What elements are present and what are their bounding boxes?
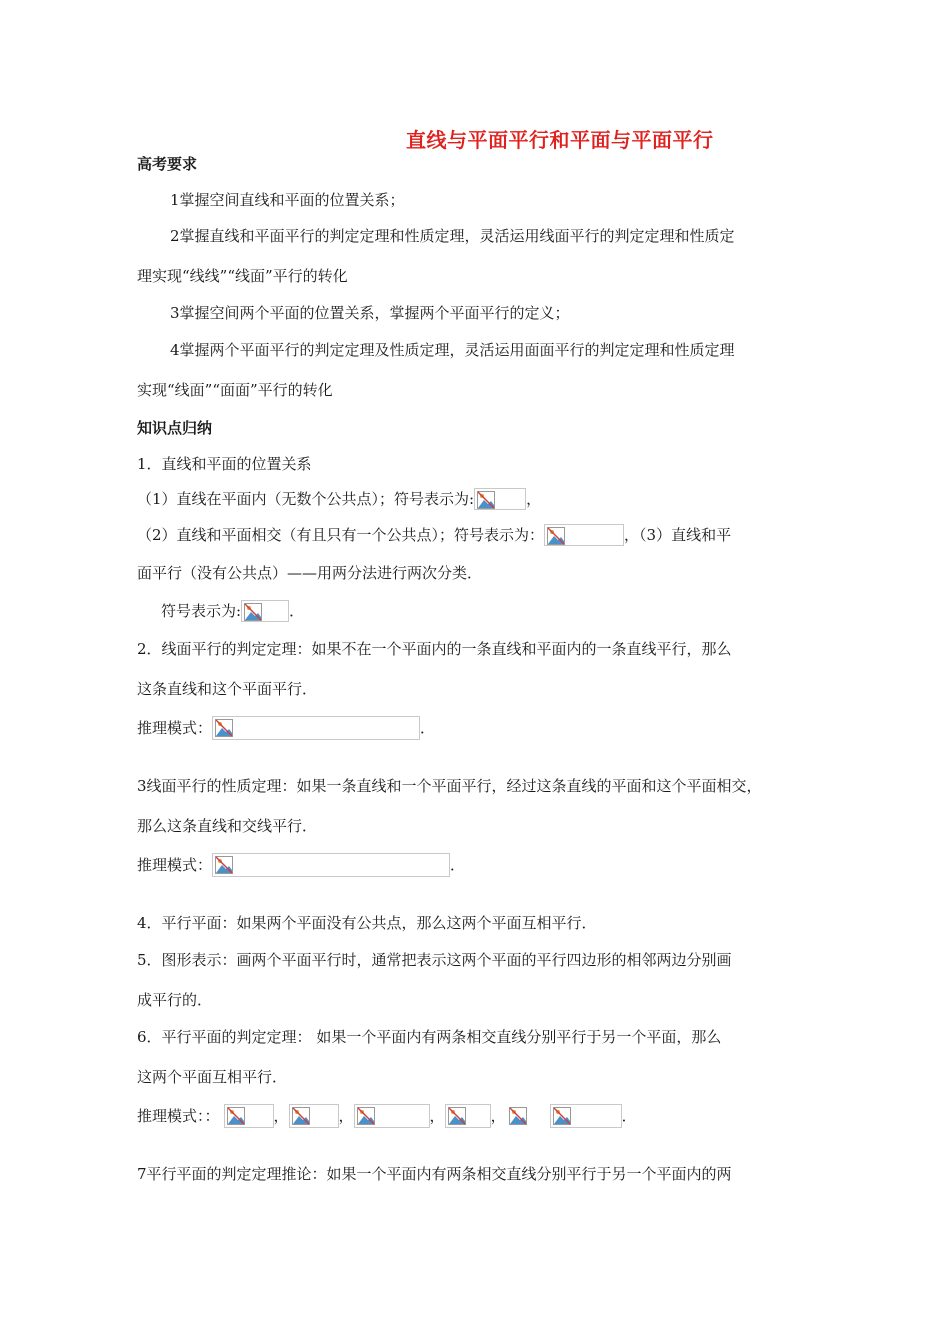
point-6-reasoning: [137, 1104, 637, 1128]
point-5-line-2: 成平行的．: [137, 991, 213, 1009]
requirement-4-line-2: 实现“线面”“面面”平行的转化: [137, 381, 333, 399]
punct: ，: [490, 1107, 506, 1125]
point-1-1-line: [137, 488, 541, 510]
broken-image-icon: [244, 603, 262, 621]
broken-image-icon: [227, 1107, 245, 1125]
punct: ．: [420, 719, 436, 737]
point-5-line-1: 5．图形表示：画两个平面平行时，通常把表示这两个平面的平行四边形的相邻两边分别画: [137, 951, 732, 969]
formula-image: [445, 1104, 491, 1128]
formula-image: [550, 1104, 622, 1128]
point-6-line-2: 这两个平面互相平行．: [137, 1068, 288, 1086]
reasoning-label: 推理模式：: [137, 856, 213, 874]
point-3-line-2: 那么这条直线和交线平行．: [137, 817, 318, 835]
broken-image-icon: [509, 1107, 527, 1125]
formula-image: [474, 488, 526, 510]
punct: ．: [289, 602, 305, 620]
punct: ．: [621, 1107, 637, 1125]
broken-image-icon: [477, 491, 495, 509]
point-2-reasoning: [137, 716, 435, 740]
punct: ，: [429, 1107, 445, 1125]
broken-image-icon: [292, 1107, 310, 1125]
broken-image-icon: [357, 1107, 375, 1125]
point-6-line-1: 6．平行平面的判定定理： 如果一个平面内有两条相交直线分别平行于另一个平面，那么: [137, 1028, 722, 1046]
requirement-1: 1掌握空间直线和平面的位置关系；: [170, 191, 405, 209]
point-1-1-text: （1）直线在平面内（无数个公共点）；符号表示为:: [137, 490, 475, 508]
broken-image-icon: [448, 1107, 466, 1125]
section-heading-requirements: 高考要求: [137, 155, 198, 173]
reasoning-label: 推理模式：: [137, 719, 213, 737]
document-title: 直线与平面平行和平面与平面平行: [406, 128, 714, 152]
point-3-reasoning: [137, 853, 465, 877]
broken-image-icon: [553, 1107, 571, 1125]
reasoning-label: 推理模式：：: [137, 1107, 220, 1125]
point-3-line-1: 3线面平行的性质定理：如果一条直线和一个平面平行，经过这条直线的平面和这个平面相交，: [137, 777, 762, 795]
point-1-2-mid: ，（3）直线和平: [624, 526, 732, 544]
formula-image: [241, 600, 289, 622]
formula-image: [212, 853, 450, 877]
point-1-2-line: [137, 524, 731, 546]
point-7-line-1: 7平行平面的判定定理推论：如果一个平面内有两条相交直线分别平行于另一个平面内的两: [137, 1165, 732, 1183]
punct: ，: [526, 490, 542, 508]
formula-image: [354, 1104, 430, 1128]
requirement-4-line-1: 4掌握两个平面平行的判定定理及性质定理，灵活运用面面平行的判定定理和性质定理: [170, 341, 735, 359]
point-1: 1．直线和平面的位置关系: [137, 455, 312, 473]
formula-image: [289, 1104, 339, 1128]
formula-image: [506, 1104, 550, 1128]
point-1-2-text: （2）直线和平面相交（有且只有一个公共点）；符号表示为：: [137, 526, 545, 544]
point-1-3: 面平行（没有公共点）——用两分法进行两次分类．: [137, 564, 483, 582]
broken-image-icon: [547, 527, 565, 545]
point-1-3b-line: [161, 600, 304, 622]
punct: ，: [338, 1107, 354, 1125]
punct: ，: [273, 1107, 289, 1125]
formula-image: [224, 1104, 274, 1128]
point-2-line-2: 这条直线和这个平面平行．: [137, 680, 318, 698]
broken-image-icon: [215, 719, 233, 737]
requirement-2-line-1: 2掌握直线和平面平行的判定定理和性质定理，灵活运用线面平行的判定定理和性质定: [170, 227, 735, 245]
requirement-3: 3掌握空间两个平面的位置关系，掌握两个平面平行的定义；: [170, 304, 570, 322]
broken-image-icon: [215, 856, 233, 874]
point-1-3b-text: 符号表示为:: [161, 602, 242, 620]
punct: ．: [450, 856, 466, 874]
section-heading-knowledge: 知识点归纳: [137, 419, 213, 437]
formula-image: [212, 716, 420, 740]
requirement-2-line-2: 理实现“线线”“线面”平行的转化: [137, 267, 348, 285]
formula-image: [544, 524, 624, 546]
point-2-line-1: 2．线面平行的判定定理：如果不在一个平面内的一条直线和平面内的一条直线平行，那么: [137, 640, 732, 658]
point-4: 4．平行平面：如果两个平面没有公共点，那么这两个平面互相平行．: [137, 914, 597, 932]
